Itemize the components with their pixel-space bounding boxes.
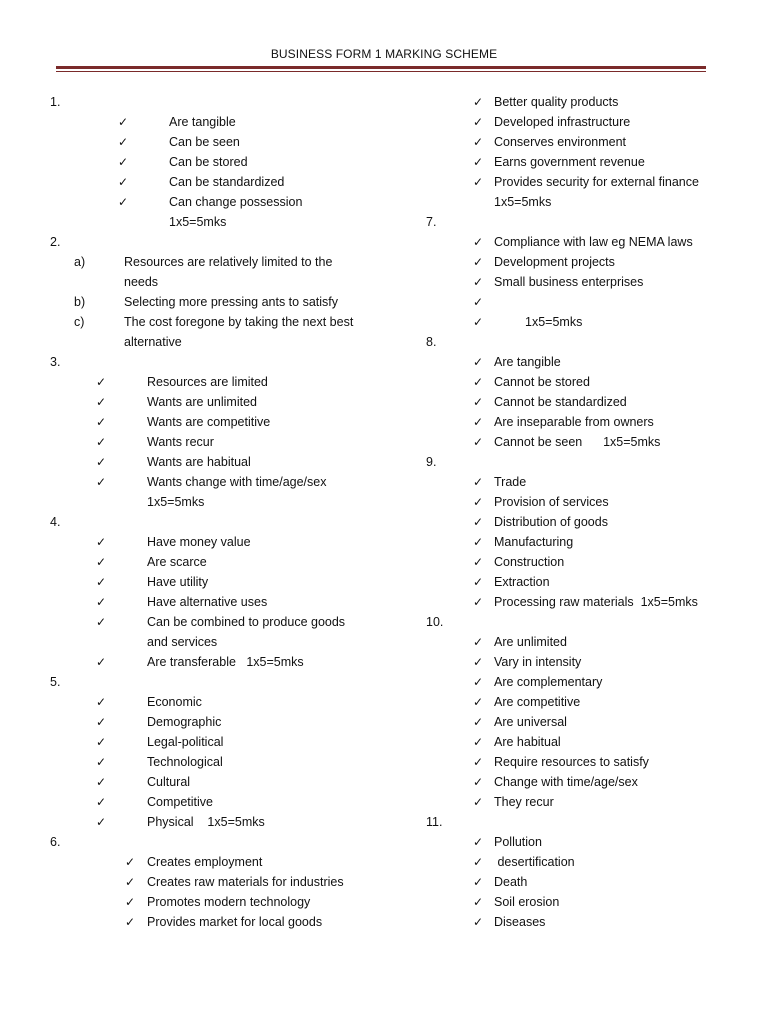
check-icon: ✓: [96, 695, 107, 709]
answer-item: Wants are competitive: [147, 415, 271, 429]
check-icon: ✓: [473, 395, 484, 409]
check-icon: ✓: [96, 395, 107, 409]
answer-item: Processing raw materials 1x5=5mks: [494, 595, 698, 609]
answer-item: Can be seen: [169, 135, 240, 149]
answer-item: Are complementary: [494, 675, 603, 689]
check-icon: ✓: [118, 135, 129, 149]
check-icon: ✓: [125, 875, 136, 889]
answer-item: Manufacturing: [494, 535, 574, 549]
question-number: 11.: [426, 815, 443, 829]
question-number: 2.: [50, 235, 61, 249]
check-icon: ✓: [473, 155, 484, 169]
question-number: 1.: [50, 95, 61, 109]
answer-item: Conserves environment: [494, 135, 627, 149]
check-icon: ✓: [96, 795, 107, 809]
answer-item: Are universal: [494, 715, 567, 729]
answer-item: Promotes modern technology: [147, 895, 311, 909]
check-icon: ✓: [473, 235, 484, 249]
check-icon: ✓: [473, 855, 484, 869]
answer-item: Are tangible: [494, 355, 561, 369]
check-icon: ✓: [473, 415, 484, 429]
answer-item: Require resources to satisfy: [494, 755, 649, 769]
check-icon: ✓: [473, 515, 484, 529]
answer-item: Earns government revenue: [494, 155, 645, 169]
question-number: 4.: [50, 515, 61, 529]
answer-item: Diseases: [494, 915, 546, 929]
question-number: 7.: [426, 215, 437, 229]
answer-item: Cannot be seen 1x5=5mks: [494, 435, 661, 449]
check-icon: ✓: [473, 295, 484, 309]
answer-item: Provision of services: [494, 495, 609, 509]
check-icon: ✓: [96, 455, 107, 469]
answer-item: Can be standardized: [169, 175, 285, 189]
question-number: 8.: [426, 335, 437, 349]
answer-item: Are inseparable from owners: [494, 415, 654, 429]
answer-item: Construction: [494, 555, 565, 569]
check-icon: ✓: [96, 775, 107, 789]
answer-item: Resources are limited: [147, 375, 268, 389]
answer-item: Provides security for external finance: [494, 175, 699, 189]
marks-allocation: 1x5=5mks: [169, 215, 227, 229]
answer-item: desertification: [494, 855, 575, 869]
answer-item: Are scarce: [147, 555, 207, 569]
check-icon: ✓: [473, 775, 484, 789]
check-icon: ✓: [96, 595, 107, 609]
question-number: 5.: [50, 675, 61, 689]
check-icon: ✓: [473, 675, 484, 689]
check-icon: ✓: [96, 735, 107, 749]
question-number: 9.: [426, 455, 437, 469]
check-icon: ✓: [118, 115, 129, 129]
answer-item-cont: needs: [124, 275, 159, 289]
answer-item: Death: [494, 875, 528, 889]
check-icon: ✓: [125, 915, 136, 929]
answer-item-cont: and services: [147, 635, 218, 649]
check-icon: ✓: [473, 135, 484, 149]
check-icon: ✓: [473, 175, 484, 189]
check-icon: ✓: [473, 535, 484, 549]
marks-allocation: 1x5=5mks: [525, 315, 583, 329]
check-icon: ✓: [473, 575, 484, 589]
answer-item: Economic: [147, 695, 202, 709]
check-icon: ✓: [118, 155, 129, 169]
check-icon: ✓: [473, 435, 484, 449]
check-icon: ✓: [473, 655, 484, 669]
check-icon: ✓: [96, 815, 107, 829]
check-icon: ✓: [473, 475, 484, 489]
answer-item: Are competitive: [494, 695, 581, 709]
check-icon: ✓: [473, 255, 484, 269]
marks-allocation: 1x5=5mks: [147, 495, 205, 509]
answer-item: Are transferable 1x5=5mks: [147, 655, 304, 669]
check-icon: ✓: [96, 535, 107, 549]
answer-item: Competitive: [147, 795, 213, 809]
check-icon: ✓: [473, 715, 484, 729]
answer-item: Developed infrastructure: [494, 115, 631, 129]
check-icon: ✓: [473, 895, 484, 909]
answer-item: Wants recur: [147, 435, 214, 449]
header-rule-thick: [56, 66, 706, 69]
answer-item: Have utility: [147, 575, 209, 589]
check-icon: ✓: [125, 855, 136, 869]
check-icon: ✓: [96, 655, 107, 669]
answer-item: Have money value: [147, 535, 251, 549]
check-icon: ✓: [125, 895, 136, 909]
check-icon: ✓: [473, 755, 484, 769]
answer-item: Better quality products: [494, 95, 619, 109]
answer-item: Wants are unlimited: [147, 395, 257, 409]
part-label: a): [74, 255, 86, 269]
answer-item: Cannot be standardized: [494, 395, 627, 409]
answer-item: Wants are habitual: [147, 455, 251, 469]
answer-item: Extraction: [494, 575, 550, 589]
answer-item-cont: alternative: [124, 335, 182, 349]
check-icon: ✓: [96, 715, 107, 729]
header-rule-thin: [56, 71, 706, 72]
check-icon: ✓: [473, 315, 484, 329]
answer-item: Compliance with law eg NEMA laws: [494, 235, 693, 249]
check-icon: ✓: [96, 375, 107, 389]
check-icon: ✓: [118, 195, 129, 209]
answer-item: Soil erosion: [494, 895, 560, 909]
page-title: BUSINESS FORM 1 MARKING SCHEME: [270, 47, 498, 61]
check-icon: ✓: [473, 375, 484, 389]
check-icon: ✓: [96, 435, 107, 449]
check-icon: ✓: [473, 355, 484, 369]
answer-item: Have alternative uses: [147, 595, 268, 609]
answer-item: Creates employment: [147, 855, 263, 869]
check-icon: ✓: [473, 95, 484, 109]
answer-item: Can change possession: [169, 195, 303, 209]
check-icon: ✓: [473, 835, 484, 849]
answer-item: Selecting more pressing ants to satisfy: [124, 295, 338, 309]
answer-item: Creates raw materials for industries: [147, 875, 344, 889]
answer-item: Are unlimited: [494, 635, 567, 649]
check-icon: ✓: [96, 415, 107, 429]
marks-allocation: 1x5=5mks: [494, 195, 552, 209]
question-number: 6.: [50, 835, 61, 849]
answer-item: Change with time/age/sex: [494, 775, 638, 789]
answer-item: Legal-political: [147, 735, 224, 749]
check-icon: ✓: [473, 495, 484, 509]
part-label: b): [74, 295, 86, 309]
check-icon: ✓: [473, 695, 484, 709]
part-label: c): [74, 315, 85, 329]
check-icon: ✓: [473, 735, 484, 749]
check-icon: ✓: [96, 615, 107, 629]
answer-item: Can be stored: [169, 155, 248, 169]
answer-item: Demographic: [147, 715, 222, 729]
check-icon: ✓: [473, 595, 484, 609]
check-icon: ✓: [96, 475, 107, 489]
answer-item: Technological: [147, 755, 223, 769]
answer-item: Development projects: [494, 255, 615, 269]
check-icon: ✓: [473, 555, 484, 569]
answer-item: The cost foregone by taking the next best: [124, 315, 354, 329]
answer-item: Are habitual: [494, 735, 561, 749]
question-number: 3.: [50, 355, 61, 369]
answer-item: Cultural: [147, 775, 191, 789]
answer-item: Provides market for local goods: [147, 915, 323, 929]
answer-item: Cannot be stored: [494, 375, 590, 389]
check-icon: ✓: [473, 875, 484, 889]
check-icon: ✓: [118, 175, 129, 189]
check-icon: ✓: [473, 635, 484, 649]
check-icon: ✓: [96, 575, 107, 589]
answer-item: Small business enterprises: [494, 275, 644, 289]
check-icon: ✓: [473, 275, 484, 289]
answer-item: Pollution: [494, 835, 542, 849]
check-icon: ✓: [96, 555, 107, 569]
answer-item: Vary in intensity: [494, 655, 582, 669]
answer-item: Are tangible: [169, 115, 236, 129]
answer-item: Can be combined to produce goods: [147, 615, 346, 629]
check-icon: ✓: [473, 795, 484, 809]
answer-item: Trade: [494, 475, 527, 489]
answer-item: Physical 1x5=5mks: [147, 815, 265, 829]
answer-item: They recur: [494, 795, 554, 809]
check-icon: ✓: [96, 755, 107, 769]
check-icon: ✓: [473, 115, 484, 129]
question-number: 10.: [426, 615, 444, 629]
answer-item: Distribution of goods: [494, 515, 608, 529]
answer-item: Resources are relatively limited to the: [124, 255, 333, 269]
check-icon: ✓: [473, 915, 484, 929]
answer-item: Wants change with time/age/sex: [147, 475, 327, 489]
